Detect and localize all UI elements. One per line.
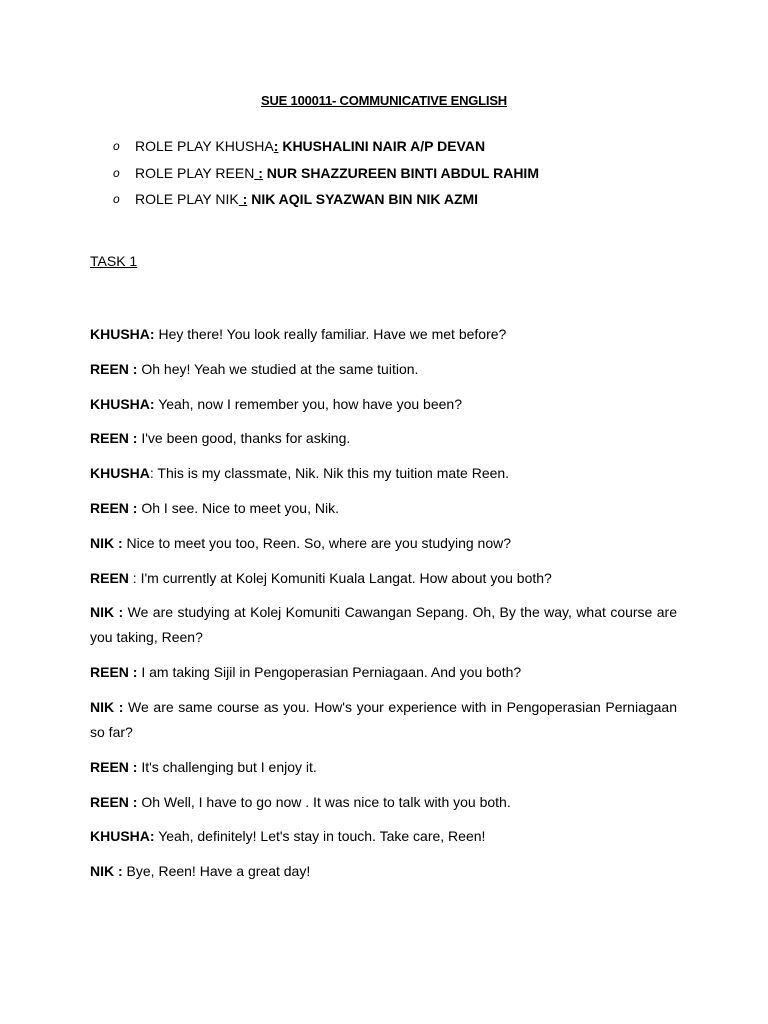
dialogue-line — [90, 322, 677, 347]
dialogue-text: Nice to meet you too, Reen. So, where are you studying now? — [122, 534, 512, 551]
dialogue-text: Bye, Reen! Have a great day! — [122, 863, 311, 880]
speaker-label: NIK : — [90, 698, 124, 715]
speaker-label: KHUSHA — [90, 465, 150, 482]
dialogue-text: It's challenging but I enjoy it. — [137, 758, 317, 775]
dialogue-line — [90, 392, 677, 417]
dialogue-line — [90, 695, 677, 745]
role-prefix: ROLE PLAY KHUSHA — [135, 138, 274, 154]
dialogue-text: We are same course as you. How's your experience with in Pengoperasian Perniagaan so far? — [90, 698, 677, 740]
bullet-icon: o — [113, 192, 120, 206]
dialogue-text: Hey there! You look really familiar. Have we met before? — [154, 326, 507, 342]
dialogue-line — [90, 790, 677, 815]
speaker-label: REEN — [90, 569, 129, 586]
dialogue-line — [90, 461, 677, 486]
speaker-label: REEN : — [90, 499, 138, 516]
document-title: SUE 100011- COMMUNICATIVE ENGLISH — [261, 93, 507, 108]
dialogue-text: I've been good, thanks for asking. — [137, 430, 351, 447]
dialogue-text: : This is my classmate, Nik. Nik this my tuition mate Reen. — [149, 465, 510, 482]
dialogue-line — [90, 357, 677, 382]
dialogue-line — [90, 496, 677, 521]
dialogue-text: We are studying at Kolej Komuniti Cawangan Sepang. Oh, By the way, what course are you taking, Reen? — [90, 604, 677, 646]
dialogue-text: I am taking Sijil in Pengoperasian Perniagaan. And you both? — [137, 664, 522, 681]
role-prefix: ROLE PLAY REEN — [135, 164, 255, 181]
dialogue-line — [90, 566, 677, 591]
role-separator: : — [273, 138, 279, 154]
dialogue-text: : I'm currently at Kolej Komuniti Kuala Langat. How about you both? — [128, 569, 552, 586]
role-name: NUR SHAZZUREEN BINTI ABDUL RAHIM — [262, 164, 539, 181]
task-heading: TASK 1 — [90, 253, 138, 269]
speaker-label: REEN : — [90, 758, 138, 775]
role-separator: : — [238, 191, 248, 207]
speaker-label: NIK : — [90, 604, 124, 621]
role-list — [113, 138, 539, 218]
role-name: KHUSHALINI NAIR A/P DEVAN — [278, 138, 486, 154]
speaker-label: REEN : — [90, 360, 138, 377]
speaker-label: KHUSHA: — [90, 828, 155, 845]
dialogue-line — [90, 859, 677, 884]
role-item — [113, 138, 539, 165]
role-name: NIK AQIL SYAZWAN BIN NIK AZMI — [247, 191, 479, 207]
dialogue-line — [90, 600, 677, 650]
dialogue-line — [90, 824, 677, 849]
speaker-label: KHUSHA: — [90, 326, 155, 342]
bullet-icon: o — [113, 139, 120, 153]
dialogue-line — [90, 755, 677, 780]
speaker-label: REEN : — [90, 664, 138, 681]
dialogue — [90, 322, 677, 894]
dialogue-text: Oh I see. Nice to meet you, Nik. — [137, 499, 339, 516]
dialogue-text: Yeah, definitely! Let's stay in touch. Take care, Reen! — [154, 828, 486, 845]
dialogue-text: Yeah, now I remember you, how have you been? — [154, 395, 462, 412]
role-item — [113, 191, 539, 218]
bullet-icon: o — [113, 165, 120, 180]
speaker-label: KHUSHA: — [90, 395, 155, 412]
role-item — [113, 165, 539, 192]
dialogue-text: Oh Well, I have to go now . It was nice to talk with you both. — [137, 793, 511, 810]
dialogue-line — [90, 660, 677, 685]
speaker-label: NIK : — [90, 863, 123, 880]
dialogue-line — [90, 426, 677, 451]
speaker-label: NIK : — [90, 534, 123, 551]
role-separator: : — [254, 164, 263, 181]
speaker-label: REEN : — [90, 430, 138, 447]
dialogue-text: Oh hey! Yeah we studied at the same tuition. — [137, 360, 419, 377]
speaker-label: REEN : — [90, 793, 138, 810]
role-prefix: ROLE PLAY NIK — [135, 191, 239, 207]
dialogue-line — [90, 531, 677, 556]
